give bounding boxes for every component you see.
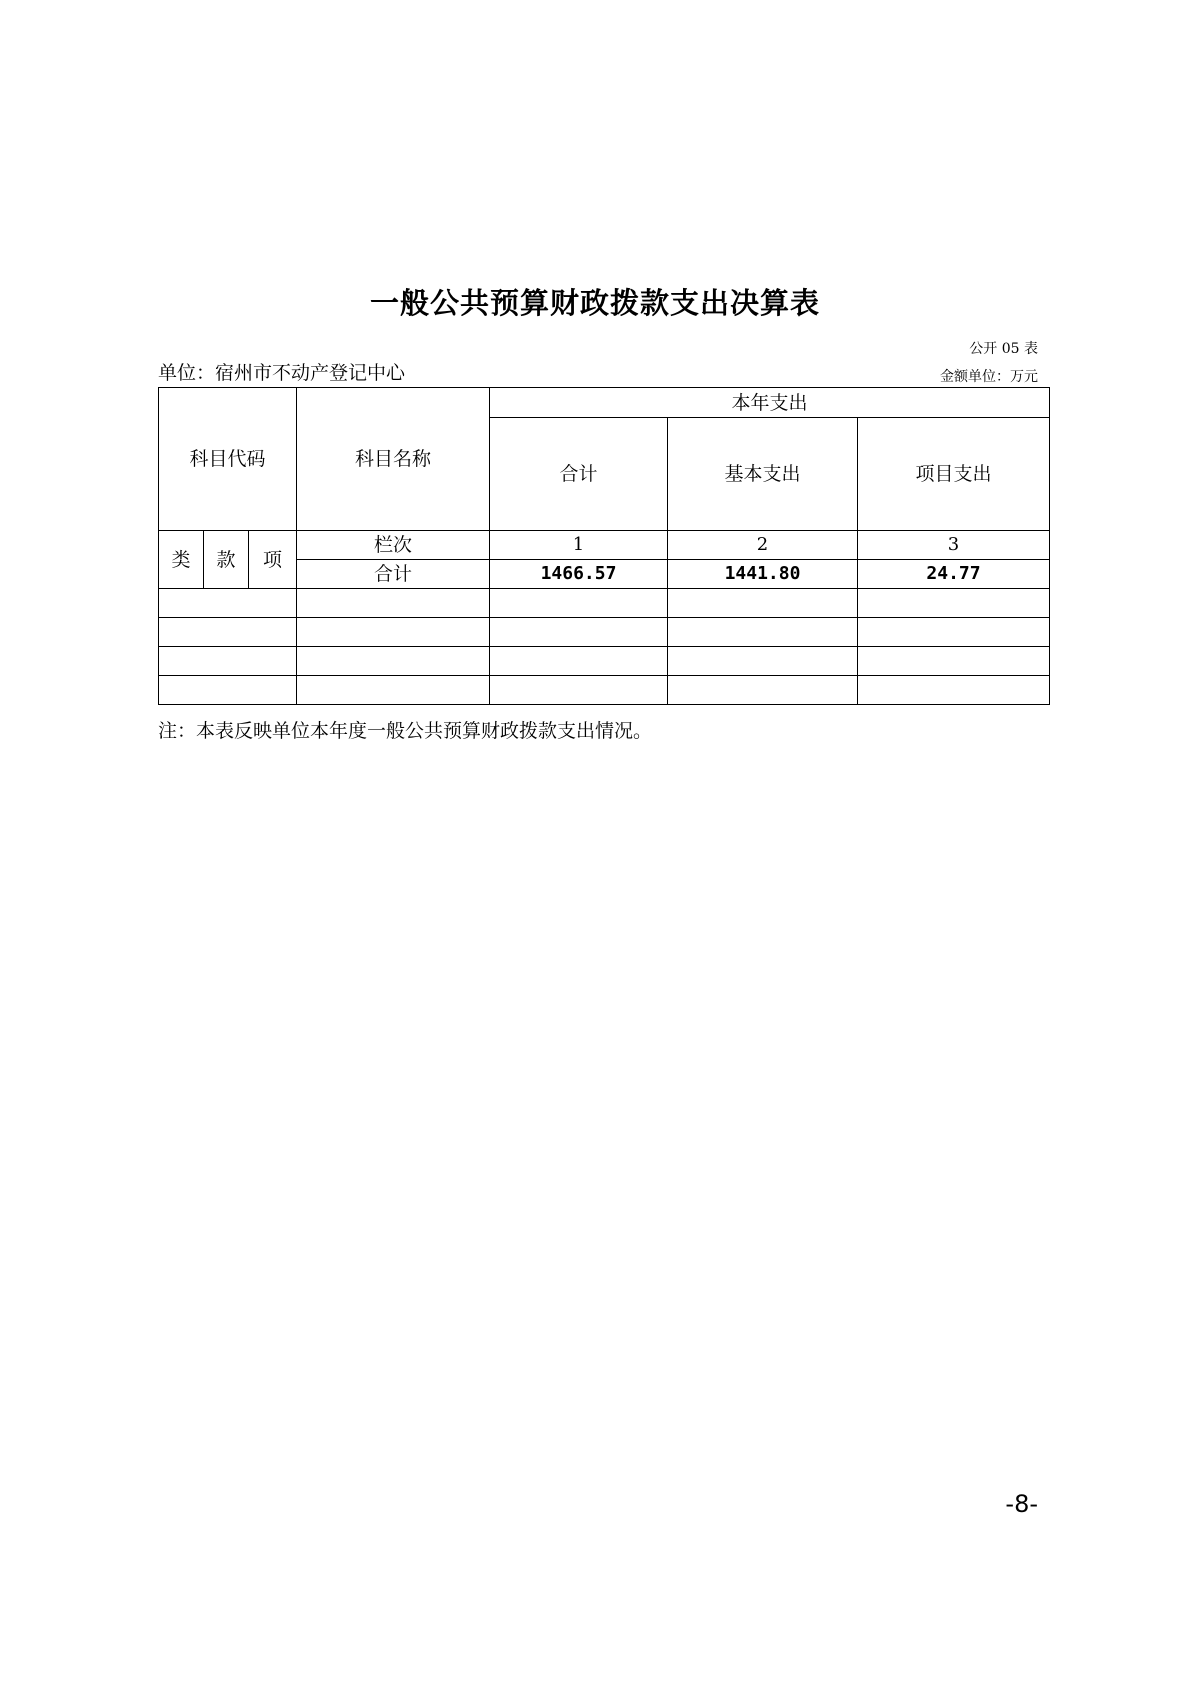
total-row-project: 24.77	[858, 560, 1050, 589]
empty-cell	[668, 589, 858, 618]
empty-cell	[159, 589, 297, 618]
header-item: 项	[249, 531, 297, 589]
table-row	[159, 618, 1050, 647]
header-subject-code: 科目代码	[159, 388, 297, 531]
header-total: 合计	[490, 418, 668, 531]
page-title: 一般公共预算财政拨款支出决算表	[369, 286, 820, 320]
empty-cell	[490, 589, 668, 618]
header-project-expense: 项目支出	[858, 418, 1050, 531]
empty-cell	[858, 647, 1050, 676]
column-label: 栏次	[297, 531, 490, 560]
page-number: -8-	[1005, 1490, 1038, 1518]
header-current-year-expense: 本年支出	[490, 388, 1050, 418]
header-basic-expense: 基本支出	[668, 418, 858, 531]
empty-cell	[159, 647, 297, 676]
empty-cell	[159, 618, 297, 647]
empty-cell	[668, 676, 858, 705]
unit-label: 单位：宿州市不动产登记中心	[158, 362, 406, 384]
column-index-row	[159, 531, 1050, 560]
total-row-basic: 1441.80	[668, 560, 858, 589]
empty-cell	[490, 676, 668, 705]
header-section: 款	[204, 531, 249, 589]
empty-cell	[159, 676, 297, 705]
header-class: 类	[159, 531, 204, 589]
total-row-total: 1466.57	[490, 560, 668, 589]
empty-cell	[668, 647, 858, 676]
empty-cell	[858, 589, 1050, 618]
amount-unit-label: 金额单位：万元	[940, 369, 1038, 385]
empty-cell	[297, 647, 490, 676]
empty-cell	[297, 589, 490, 618]
empty-cell	[490, 647, 668, 676]
column-index-3: 3	[858, 531, 1050, 560]
column-index-2: 2	[668, 531, 858, 560]
total-row-label: 合计	[297, 560, 490, 589]
empty-cell	[858, 676, 1050, 705]
empty-cell	[858, 618, 1050, 647]
empty-cell	[297, 618, 490, 647]
table-row	[159, 676, 1050, 705]
column-index-1: 1	[490, 531, 668, 560]
header-row-1	[159, 388, 1050, 418]
table-note: 注：本表反映单位本年度一般公共预算财政拨款支出情况。	[158, 720, 653, 742]
table-row	[159, 589, 1050, 618]
header-subject-name: 科目名称	[297, 388, 490, 531]
empty-cell	[297, 676, 490, 705]
table-row	[159, 647, 1050, 676]
empty-cell	[490, 618, 668, 647]
empty-cell	[668, 618, 858, 647]
form-number: 公开 05 表	[969, 341, 1038, 357]
expense-table	[158, 387, 1050, 705]
